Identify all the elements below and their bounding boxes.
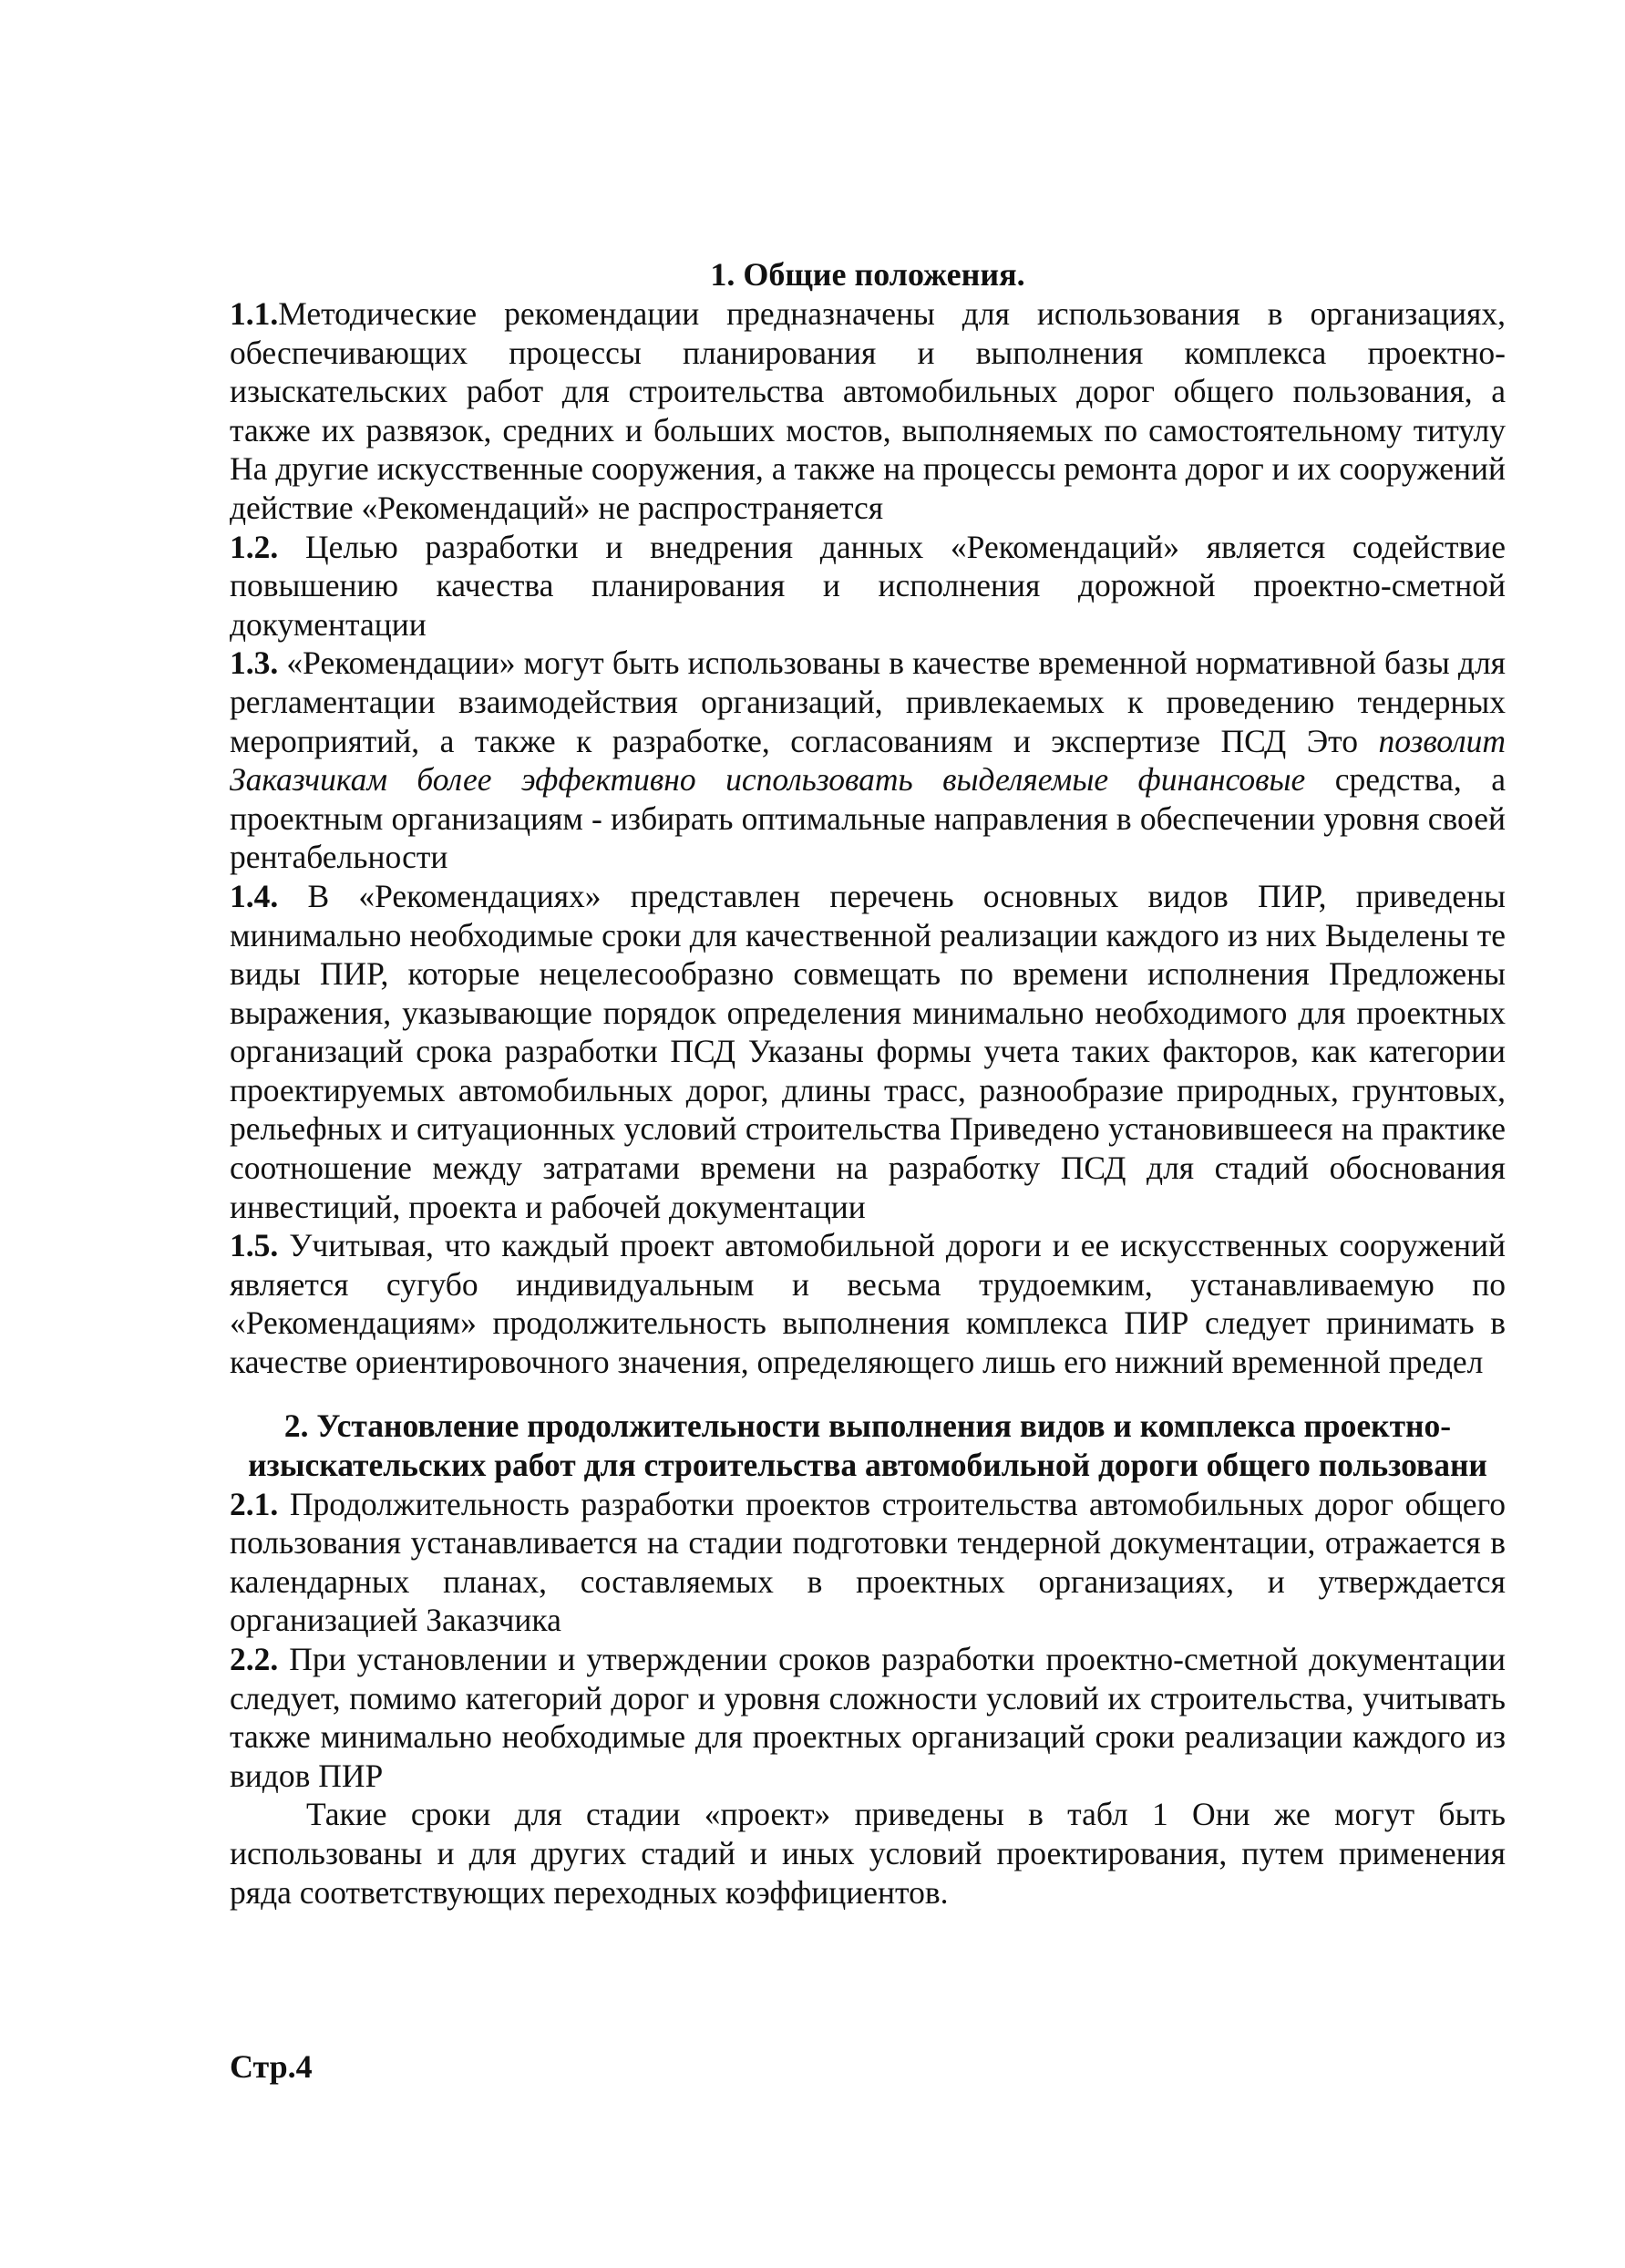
paragraph-1-2	[230, 528, 1506, 644]
paragraph-1-5	[230, 1226, 1506, 1381]
section-2-title-line-2: изыскательских работ для строительства автомобильной дороги общего пользовани	[248, 1446, 1487, 1483]
paragraph-number: 1.2.	[230, 528, 279, 565]
paragraph-number: 2.2.	[230, 1641, 279, 1677]
section-1-title: 1. Общие положения.	[710, 256, 1025, 293]
paragraph-number: 1.3.	[230, 644, 279, 682]
paragraph-text: В «Рекомендациях» представлен перечень основных видов ПИР, приведены минимально необходимые сроки для качественной реализации каждого из них Выделены те виды ПИР, которые нецелесообразно совмещать по времени исполнения Предложены выражения, указывающие порядок определения минимально необходимого для проектных организаций срока разработки ПСД Указаны формы учета таких факторов, как категории проектируемых автомобильных дорог, длины трасс, разнообразие природных, грунтовых, рельефных и ситуационных условий строительства Приведено установившееся на практике соотношение между затратами времени на разработку ПСД для стадий обоснования инвестиций, проекта и рабочей документации	[230, 877, 1506, 1225]
paragraph-text: Целью разработки и внедрения данных «Рекомендаций» является содействие повышению качества планирования и исполнения дорожной проектно-сметной документации	[230, 528, 1506, 643]
paragraph-text: Методические рекомендации предназначены для использования в организациях, обеспечивающих процессы планирования и выполнения комплекса проектно-изыскательских работ для строительства автомобильных дорог общего пользования, а также их развязок, средних и больших мостов, выполняемых по самостоятельному титулу На другие искусственные сооружения, а также на процессы ремонта дорог и их сооружений действие «Рекомендаций» не распространяется	[230, 295, 1506, 526]
section-2-title	[230, 1407, 1506, 1485]
paragraph-closing: Такие сроки для стадии «проект» приведены в табл 1 Они же могут быть использованы и для других стадий и иных условий проектирования, путем применения ряда соответствующих переходных коэффициентов.	[230, 1796, 1506, 1911]
paragraph-text-italic: позволит Заказчикам более эффективно использовать выделяемые финансовые	[230, 722, 1506, 799]
paragraph-1-4	[230, 877, 1506, 1226]
paragraph-text: Продолжительность разработки проектов строительства автомобильных дорог общего пользования устанавливается на стадии подготовки тендерной документации, отражается в календарных планах, составляемых в проектных организациях, и утверждается организацией Заказчика	[230, 1485, 1506, 1639]
document-body	[230, 255, 1506, 1912]
paragraph-2-1	[230, 1485, 1506, 1640]
section-2-title-line-1: 2. Установление продолжительности выполнения видов и комплекса проектно-	[283, 1407, 1452, 1444]
paragraph-1-1	[230, 294, 1506, 528]
page-number: Стр.4	[230, 2048, 313, 2085]
paragraph-1-3	[230, 644, 1506, 877]
paragraph-number: 1.5.	[230, 1227, 279, 1264]
paragraph-text: «Рекомендации» могут быть использованы в качестве временной нормативной базы для регламентации взаимодействия организаций, привлекаемых к проведению тендерных мероприятий, а также к разработке, согласованиям и экспертизе ПСД Это	[230, 644, 1506, 759]
paragraph-2-2	[230, 1640, 1506, 1795]
paragraph-number: 2.1.	[230, 1485, 279, 1522]
paragraph-number: 1.4.	[230, 877, 279, 914]
paragraph-number: 1.1.	[230, 295, 279, 332]
paragraph-text: Учитывая, что каждый проект автомобильной дороги и ее искусственных сооружений является сугубо индивидуальным и весьма трудоемким, устанавливаемую по «Рекомендациям» продолжительность выполнения комплекса ПИР следует принимать в качестве ориентировочного значения, определяющего лишь его нижний временной предел	[230, 1227, 1506, 1381]
paragraph-text: средства, а проектным организациям - избирать оптимальные направления в обеспечении уровня своей рентабельности	[230, 761, 1506, 876]
paragraph-text: При установлении и утверждении сроков разработки проектно-сметной документации следует, помимо категорий дорог и уровня сложности условий их строительства, учитывать также минимально необходимые для проектных организаций сроки реализации каждого из видов ПИР	[230, 1641, 1506, 1794]
